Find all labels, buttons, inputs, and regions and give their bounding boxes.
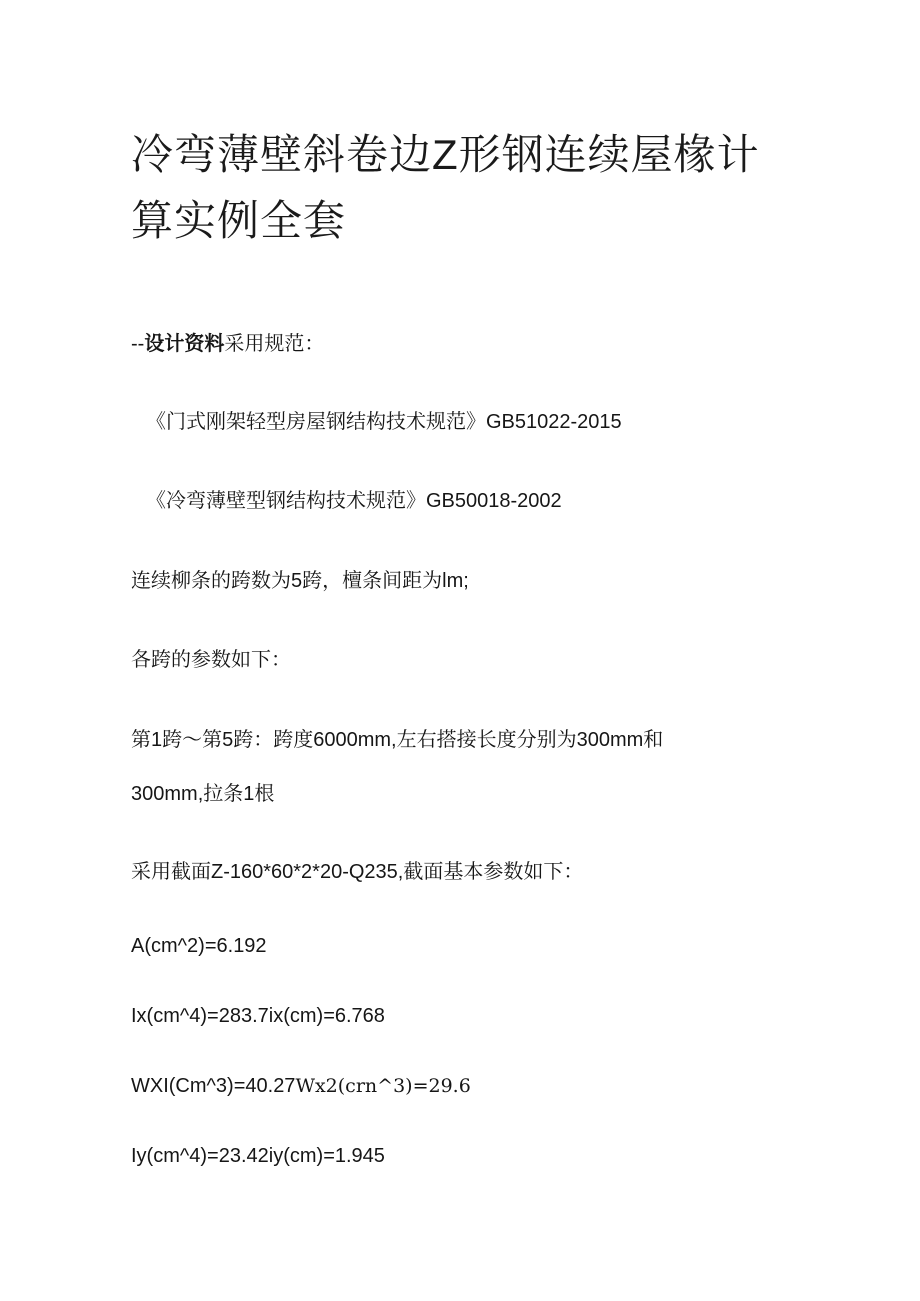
standard-item: 《冷弯薄壁型钢结构技术规范》GB50018-2002: [146, 490, 562, 512]
wx2-value: Wx2(crn^3)=29.6: [295, 1075, 471, 1097]
section-intro: 采用规范：: [224, 333, 325, 355]
wx-value-line: [131, 1072, 471, 1100]
wx1-value: WXI(Cm^3)=40.27: [131, 1075, 296, 1097]
section-heading: 设计资料: [144, 333, 225, 355]
document-title: 冷弯薄壁斜卷边Z形钢连续屋椽计算实例全套: [131, 131, 760, 244]
section-prefix: --: [131, 333, 145, 355]
ix-value: Ix(cm^4)=283.7ix(cm)=6.768: [131, 1005, 385, 1027]
standard-item: 《门式刚架轻型房屋钢结构技术规范》GB51022-2015: [146, 411, 622, 433]
span-detail-line: 第1跨〜第5跨：跨度6000mm,左右搭接长度分别为300mm和: [131, 729, 664, 751]
area-value: A(cm^2)=6.192: [131, 935, 267, 957]
span-detail-continuation: 300mm,拉条1根: [131, 783, 275, 805]
section-intro-line: 采用截面Z-160*60*2*20-Q235,截面基本参数如下：: [131, 861, 584, 883]
iy-value: Iy(cm^4)=23.42iy(cm)=1.945: [131, 1145, 385, 1167]
spans-line: 连续柳条的跨数为5跨，檀条间距为lm;: [131, 570, 469, 592]
design-data-line: [131, 330, 324, 358]
params-intro-line: 各跨的参数如下：: [131, 649, 291, 671]
